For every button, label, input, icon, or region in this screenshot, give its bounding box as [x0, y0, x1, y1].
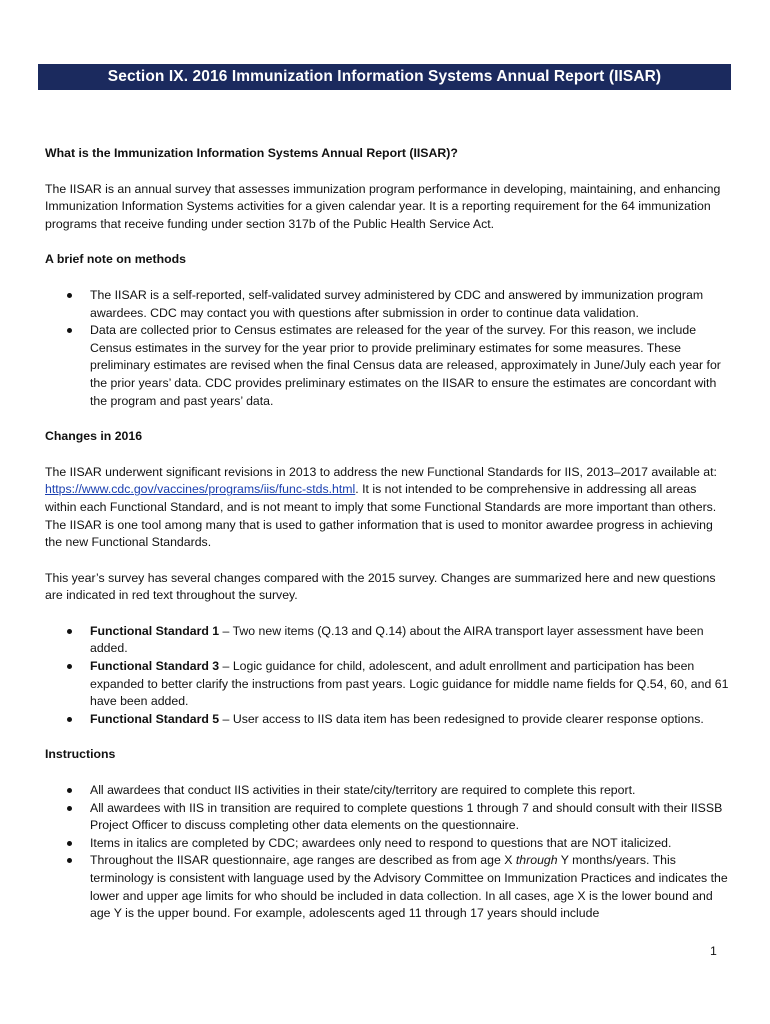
instructions-list: [45, 782, 730, 923]
what-is-heading: What is the Immunization Information Systems Annual Report (IISAR)?: [45, 146, 458, 160]
changes-list: [45, 623, 730, 729]
standard-text: – Logic guidance for child, adolescent, and adult enrollment and participation has been expanded to better clarify the instructions from past years. Logic guidance for middle name fields for Q.54, 60, and 61 have been added.: [90, 659, 729, 709]
standard-label: Functional Standard 5: [90, 711, 220, 726]
standard-text: – User access to IIS data item has been redesigned to provide clearer response options.: [219, 711, 704, 726]
list-item: Data are collected prior to Census estimates are released for the year of the survey. For this reason, we include Census estimates in the survey for the year prior to provide preliminary estimates for some measures. These preliminary estimates are revised when the final Census data are released, approximately in June/July each year for the prior years’ data. CDC provides preliminary estimates on the IISAR to ensure the estimates are concordant with the program and past years’ data.: [45, 322, 730, 410]
document-body: [45, 145, 730, 941]
list-item: [45, 852, 730, 922]
page-number: 1: [710, 944, 717, 958]
section-title-banner: Section IX. 2016 Immunization Information Systems Annual Report (IISAR): [38, 64, 731, 90]
list-item: [45, 711, 730, 729]
changes-text-before-link: The IISAR underwent significant revisions in 2013 to address the new Functional Standards for IIS, 2013–2017 available at:: [45, 464, 717, 479]
list-item: [45, 623, 730, 658]
what-is-paragraph: The IISAR is an annual survey that assesses immunization program performance in developing, maintaining, and enhancing Immunization Information Systems activities for a given calendar year. It is a reporting requirement for the 64 immunization programs that receive funding under section 317b of the Public Health Service Act.: [45, 181, 721, 231]
standard-label: Functional Standard 3: [90, 659, 220, 674]
list-item: [45, 658, 730, 711]
standard-text: – Two new items (Q.13 and Q.14) about the AIRA transport layer assessment have been added.: [90, 623, 704, 656]
list-item: Items in italics are completed by CDC; awardees only need to respond to questions that are NOT italicized.: [45, 835, 730, 853]
methods-list: [45, 287, 730, 410]
list-item: The IISAR is a self-reported, self-validated survey administered by CDC and answered by immunization program awardees. CDC may contact you with questions after submission in order to continue data validation.: [45, 287, 730, 322]
instruction-text: Y months/years. This terminology is consistent with language used by the Advisory Committee on Immunization Practices and indicates the lower and upper age limits for who should be included in data collection. In all cases, age X is the lower bound and age Y is the upper bound. For example, adolescents aged 11 through 17 years should include: [90, 853, 728, 921]
changes-text-after-link: . It is not intended to be comprehensive in addressing all areas within each Functional Standard, and is not meant to imply that some Functional Standards are more important than others. The IISAR is one tool among many that is used to gather information that is used to monitor awardee progress in achieving the new Functional Standards.: [45, 482, 717, 550]
changes-paragraph-1: [45, 464, 730, 552]
instruction-italic: through: [515, 853, 558, 868]
instructions-heading: Instructions: [45, 747, 116, 762]
list-item: All awardees that conduct IIS activities in their state/city/territory are required to complete this report.: [45, 782, 730, 800]
instruction-text: Throughout the IISAR questionnaire, age ranges are described as from age X: [90, 853, 516, 868]
list-item: All awardees with IIS in transition are required to complete questions 1 through 7 and should consult with their IISSB Project Officer to discuss completing other data elements on the questionnaire.: [45, 800, 730, 835]
methods-heading: A brief note on methods: [45, 252, 186, 267]
changes-paragraph-2: This year’s survey has several changes compared with the 2015 survey. Changes are summarized here and new questions are indicated in red text throughout the survey.: [45, 570, 716, 603]
changes-heading: Changes in 2016: [45, 429, 143, 444]
standard-label: Functional Standard 1: [90, 623, 220, 638]
functional-standards-link[interactable]: https://www.cdc.gov/vaccines/programs/iis/func-stds.html: [45, 482, 356, 497]
